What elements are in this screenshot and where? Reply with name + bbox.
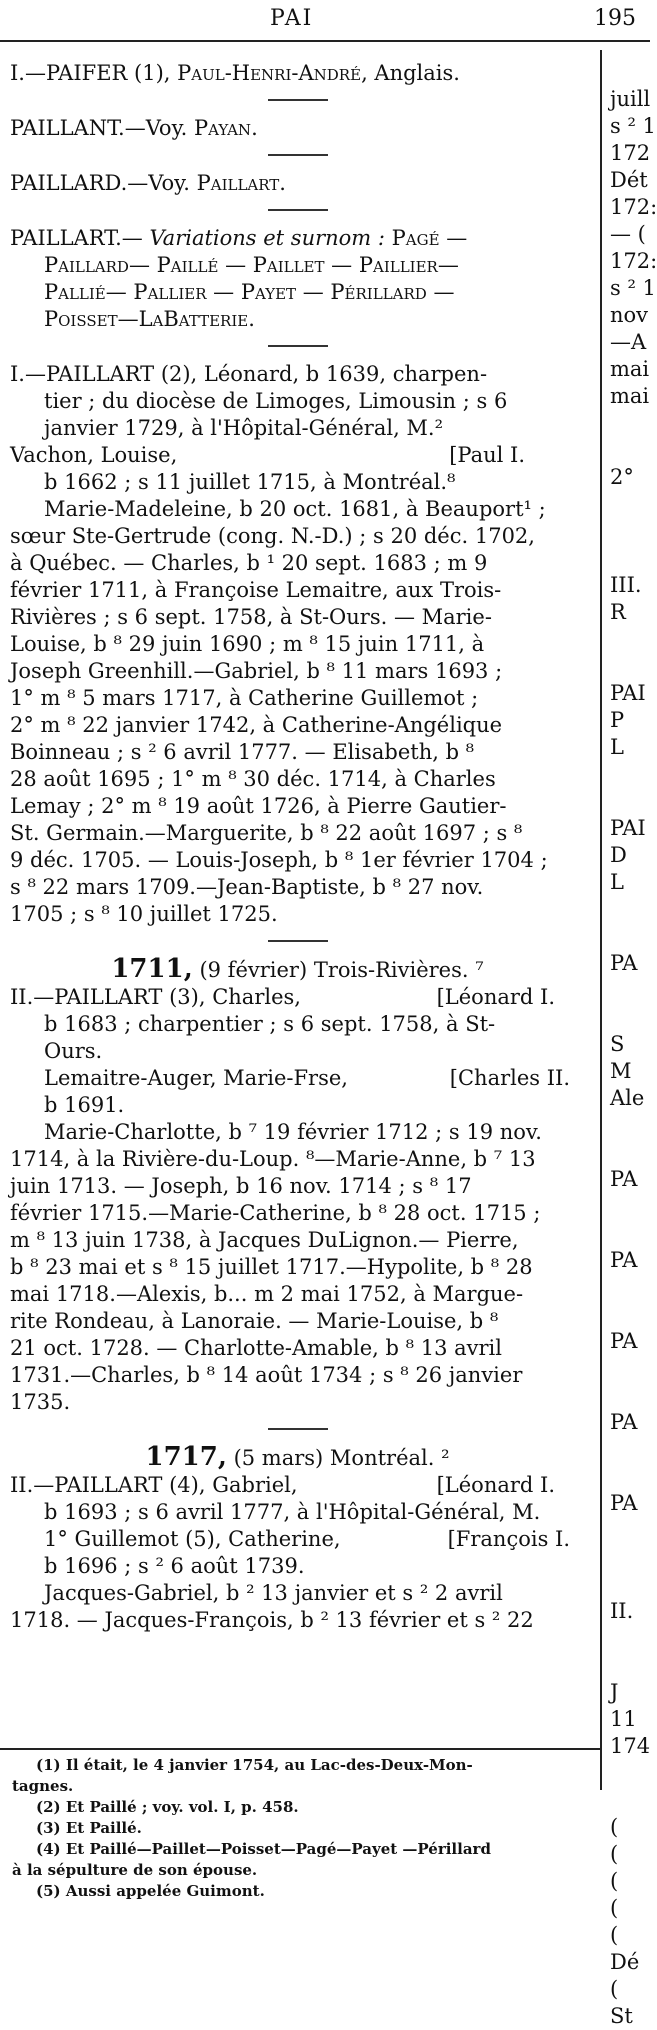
- right-column-fragment: [610, 1787, 650, 1814]
- right-column-fragment: 11: [610, 1707, 637, 1731]
- right-column-fragment: D: [610, 843, 627, 867]
- separator: [268, 345, 328, 347]
- right-column-fragment: (: [610, 1923, 619, 1947]
- right-column-fragment: [610, 1436, 650, 1463]
- right-column-fragment: L: [610, 735, 624, 759]
- right-column-fragment: 174: [610, 1734, 651, 1758]
- footnote-rule: [0, 1748, 600, 1750]
- right-column-fragment: [610, 1139, 650, 1166]
- right-column-fragment: [610, 761, 650, 788]
- right-column-fragment: [610, 491, 650, 518]
- right-column-fragment: [610, 1382, 650, 1409]
- right-column-fragment: II.: [610, 1599, 634, 1623]
- right-column-fragment: [610, 653, 650, 680]
- right-column-fragment: [610, 1301, 650, 1328]
- children-list: Marie-Charlotte, b ⁷ 19 février 1712 ; s 19 nov. 1714, à la Rivière-du-Loup. ⁸—Marie-Anne, b ⁷ 13 juin 1713. — Joseph, b 16 nov. 1714 ; s ⁸ 17 février 1715.—Marie-Catherine, b ⁸ 28 oct. 1715 ; m ⁸ 13 juin 1738, à Jacques DuLignon.— Pierre, b ⁸ 23 mai et s ⁸ 15 juillet 1717.—Hypolite, b ⁸ 28 mai 1718.—Alexis, b... m 2 mai 1752, à Margue- rite Rondeau, à Lanoraie. — Marie-Louise, b ⁸ 21 oct. 1728. — Charlotte-Amable, b ⁸ 13 avril 1731.—Charles, b ⁸ 14 août 1734 ; s ⁸ 26 janvier 1735.: [10, 1120, 542, 1414]
- right-column-fragment: L: [610, 870, 624, 894]
- children-list: Jacques-Gabriel, b ² 13 janvier et s ² 2 avril 1718. — Jacques-François, b ² 13 février et s ² 22: [10, 1581, 534, 1632]
- page-number: 195: [594, 6, 636, 31]
- right-column-fragment: juill: [610, 87, 651, 111]
- right-column-fragment: [610, 923, 650, 950]
- truncated-right-column: [610, 86, 657, 2030]
- entry-gabriel: 1717, (5 mars) Montréal. ² II.—PAILLART (4), Gabriel, [Léonard I. b 1693 ; s 6 avril 1777, à l'Hôpital-Général, M. 1° Guillemot (5), Catherine, [François I. b 1696 ; s ² 6 août 1739. Jacques-Gabriel, b ² 13 janvier et s ² 2 avril 1718. — Jacques-François, b ² 13 février et s ² 22: [10, 1444, 585, 1634]
- right-column-fragment: s ² 1: [610, 114, 656, 138]
- footnote: (1) Il était, le 4 janvier 1754, au Lac-des-Deux-Mon-: [36, 1756, 473, 1774]
- entry-paillard: PAILLARD.—Voy. Paillart.: [10, 171, 286, 195]
- entry-paillant: PAILLANT.—Voy. Payan.: [10, 116, 258, 140]
- right-column-fragment: M: [610, 1059, 632, 1083]
- right-column-fragment: PA: [610, 1329, 638, 1353]
- right-column-fragment: [610, 1112, 650, 1139]
- right-column-fragment: [610, 977, 650, 1004]
- right-column-fragment: 172:: [610, 249, 657, 273]
- right-column-fragment: — (: [610, 222, 646, 246]
- entry-paillart-variations: PAILLART.— Variations et surnom : Pagé — Paillard— Paillé — Paillet — Paillier— Pallié— Pallier — Payet — Périllard — Poisset—LaBatterie.: [10, 226, 468, 331]
- footnote: tagnes.: [12, 1777, 74, 1795]
- right-column-fragment: Dé: [610, 1950, 640, 1974]
- right-column-fragment: 172:: [610, 195, 657, 219]
- right-column-fragment: nov: [610, 303, 649, 327]
- right-column-fragment: mai: [610, 357, 650, 381]
- footnote: (4) Et Paillé—Paillet—Poisset—Pagé—Payet —Périllard: [36, 1840, 491, 1858]
- right-column-fragment: PA: [610, 1491, 638, 1515]
- right-column-fragment: R: [610, 600, 626, 624]
- right-column-fragment: PAI: [610, 681, 646, 705]
- entry-charles: 1711, (9 février) Trois-Rivières. ⁷ II.—PAILLART (3), Charles, [Léonard I. b 1683 ; charpentier ; s 6 sept. 1758, à St- Ours. Lemaitre-Auger, Marie-Frse, [Charles II. b 1691. Marie-Charlotte, b ⁷ 19 février 1712 ; s 19 nov. 1714, à la Rivière-du-Loup. ⁸—Marie-Anne, b ⁷ 13 juin 1713. — Joseph, b 16 nov. 1714 ; s ⁸ 17 février 1715.—Marie-Catherine, b ⁸ 28 oct. 1715 ; m ⁸ 13 juin 1738, à Jacques DuLignon.— Pierre, b ⁸ 23 mai et s ⁸ 15 juillet 1717.—Hypolite, b ⁸ 28 mai 1718.—Alexis, b... m 2 mai 1752, à Margue- rite Rondeau, à Lanoraie. — Marie-Louise, b ⁸ 21 oct. 1728. — Charlotte-Amable, b ⁸ 13 avril 1731.—Charles, b ⁸ 14 août 1734 ; s ⁸ 26 janvier 1735.: [10, 956, 585, 1416]
- right-column-fragment: [610, 788, 650, 815]
- right-column-fragment: [610, 1463, 650, 1490]
- separator: [268, 209, 328, 211]
- right-column-fragment: [610, 437, 650, 464]
- right-column-fragment: (: [610, 1896, 619, 1920]
- right-column-fragment: [610, 1355, 650, 1382]
- right-column-fragment: [610, 1760, 650, 1787]
- right-column-fragment: PA: [610, 1410, 638, 1434]
- right-column-fragment: P: [610, 708, 625, 732]
- right-column-fragment: s ² 1: [610, 276, 656, 300]
- right-column-fragment: 172: [610, 141, 651, 165]
- right-column-fragment: [610, 545, 650, 572]
- right-column-fragment: [610, 896, 650, 923]
- right-column-fragment: III.: [610, 573, 642, 597]
- right-column-fragment: [610, 1544, 650, 1571]
- right-column-fragment: Ale: [610, 1086, 645, 1110]
- right-column-fragment: J: [610, 1680, 619, 1704]
- right-column-fragment: [610, 410, 650, 437]
- right-column-fragment: —A: [610, 330, 647, 354]
- right-column-fragment: St: [610, 2004, 633, 2028]
- running-head: PAI: [270, 6, 314, 31]
- right-column-fragment: mai: [610, 384, 650, 408]
- separator: [268, 940, 328, 942]
- right-column-fragment: PA: [610, 1167, 638, 1191]
- right-column-fragment: [610, 1652, 650, 1679]
- right-column-fragment: [610, 1220, 650, 1247]
- right-column-fragment: Dét: [610, 168, 648, 192]
- footnote: à la sépulture de son épouse.: [12, 1861, 258, 1879]
- right-column-fragment: [610, 626, 650, 653]
- right-column-fragment: (: [610, 1869, 619, 1893]
- entry-paifer: I.—PAIFER (1), Paul-Henri-André, Anglais.: [10, 61, 460, 85]
- right-column-fragment: PAI: [610, 816, 646, 840]
- right-column-fragment: [610, 1274, 650, 1301]
- column-divider: [600, 50, 602, 1790]
- entry-leonard: I.—PAILLART (2), Léonard, b 1639, charpen- tier ; du diocèse de Limoges, Limousin ; s 6 janvier 1729, à l'Hôpital-Général, M.² Vachon, Louise, [Paul I. b 1662 ; s 11 juillet 1715, à Montréal.⁸ Marie-Madeleine, b 20 oct. 1681, à Beauport¹ ; sœur Ste-Gertrude (cong. N.-D.) ; s 20 déc. 1702, à Québec. — Charles, b ¹ 20 sept. 1683 ; m 9 février 1711, à Françoise Lemaitre, aux Trois- Rivières ; s 6 sept. 1758, à St-Ours. — Marie- Louise, b ⁸ 29 juin 1690 ; m ⁸ 15 juin 1711, à Joseph Greenhill.—Gabriel, b ⁸ 11 mars 1693 ; 1° m ⁸ 5 mars 1717, à Catherine Guillemot ; 2° m ⁸ 22 janvier 1742, à Catherine-Angélique Boinneau ; s ² 6 avril 1777. — Elisabeth, b ⁸ 28 août 1695 ; 1° m ⁸ 30 déc. 1714, à Charles Lemay ; 2° m ⁸ 19 août 1726, à Pierre Gautier- St. Germain.—Marguerite, b ⁸ 22 août 1697 ; s ⁸ 9 déc. 1705. — Louis-Joseph, b ⁸ 1er février 1704 ; s ⁸ 22 mars 1709.—Jean-Baptiste, b ⁸ 27 nov. 1705 ; s ⁸ 10 juillet 1725.: [10, 361, 585, 928]
- right-column-fragment: [610, 1571, 650, 1598]
- header-rule: [0, 40, 650, 42]
- children-list: Marie-Madeleine, b 20 oct. 1681, à Beauport¹ ; sœur Ste-Gertrude (cong. N.-D.) ; s 20 déc. 1702, à Québec. — Charles, b ¹ 20 sept. 1683 ; m 9 février 1711, à Françoise Lemaitre, aux Trois- Rivières ; s 6 sept. 1758, à St-Ours. — Marie- Louise, b ⁸ 29 juin 1690 ; m ⁸ 15 juin 1711, à Joseph Greenhill.—Gabriel, b ⁸ 11 mars 1693 ; 1° m ⁸ 5 mars 1717, à Catherine Guillemot ; 2° m ⁸ 22 janvier 1742, à Catherine-Angélique Boinneau ; s ² 6 avril 1777. — Elisabeth, b ⁸ 28 août 1695 ; 1° m ⁸ 30 déc. 1714, à Charles Lemay ; 2° m ⁸ 19 août 1726, à Pierre Gautier- St. Germain.—Marguerite, b ⁸ 22 août 1697 ; s ⁸ 9 déc. 1705. — Louis-Joseph, b ⁸ 1er février 1704 ; s ⁸ 22 mars 1709.—Jean-Baptiste, b ⁸ 27 nov. 1705 ; s ⁸ 10 juillet 1725.: [10, 497, 548, 926]
- separator: [268, 1428, 328, 1430]
- right-column-fragment: 2°: [610, 465, 634, 489]
- right-column-fragment: [610, 1625, 650, 1652]
- right-column-fragment: [610, 1193, 650, 1220]
- footnote: (2) Et Paillé ; voy. vol. I, p. 458.: [36, 1798, 299, 1816]
- right-column-fragment: PA: [610, 951, 638, 975]
- separator: [268, 99, 328, 101]
- right-column-fragment: (: [610, 1977, 619, 2001]
- main-column: [10, 60, 585, 1634]
- right-column-fragment: S: [610, 1032, 625, 1056]
- right-column-fragment: (: [610, 1815, 619, 1839]
- footnote: (5) Aussi appelée Guimont.: [36, 1882, 265, 1900]
- right-column-fragment: PA: [610, 1248, 638, 1272]
- right-column-fragment: [610, 518, 650, 545]
- separator: [268, 154, 328, 156]
- right-column-fragment: [610, 1004, 650, 1031]
- right-column-fragment: [610, 1517, 650, 1544]
- footnote: (3) Et Paillé.: [36, 1819, 142, 1837]
- page-header: [0, 0, 650, 40]
- footnotes: [12, 1755, 592, 1902]
- right-column-fragment: (: [610, 1842, 619, 1866]
